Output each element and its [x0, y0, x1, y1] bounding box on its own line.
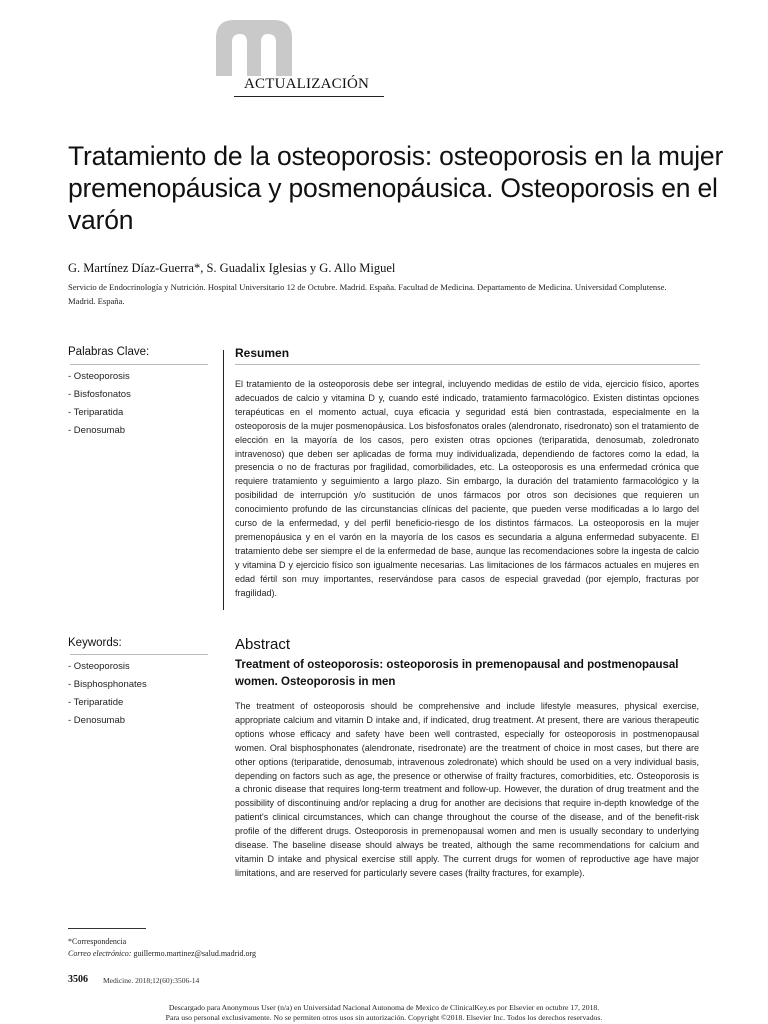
email-line [68, 948, 256, 960]
list-item: - Bisphosphonates [68, 679, 147, 690]
abstract-subtitle: Treatment of osteoporosis: osteoporosis in premenopausal and postmenopausal women. Osteoporosis in men [235, 659, 679, 688]
correspondence-label: *Correspondencia [68, 937, 127, 946]
palabras-clave-list [68, 368, 131, 440]
citation: Medicine. 2018;12(60):3506-14 [103, 976, 200, 985]
resumen-heading: Resumen [235, 346, 290, 360]
list-item: - Denosumab [68, 715, 126, 726]
section-underline [234, 96, 384, 97]
keywords-title: Keywords: [68, 637, 122, 649]
download-notice [0, 1003, 768, 1023]
keywords-list [68, 658, 147, 730]
section-label: ACTUALIZACIÓN [244, 76, 370, 92]
article-authors: G. Martínez Díaz-Guerra*, S. Guadalix Iglesias y G. Allo Miguel [68, 261, 396, 275]
list-item: - Teriparatida [68, 407, 124, 418]
list-item: - Teriparatide [68, 697, 124, 708]
list-item: - Osteoporosis [68, 371, 130, 382]
email-label: Correo electrónico: [68, 949, 132, 958]
abstract-heading: Abstract [235, 636, 291, 653]
journal-logo-m-icon [216, 20, 292, 76]
list-item: - Denosumab [68, 425, 126, 436]
list-item: - Bisfosfonatos [68, 389, 131, 400]
list-item: - Osteoporosis [68, 661, 130, 672]
footnote [68, 936, 256, 960]
resumen-rule [235, 364, 700, 365]
keywords-rule [70, 654, 208, 655]
page-number: 3506 [68, 974, 88, 985]
download-line-2: Para uso personal exclusivamente. No se permiten otros usos sin autorización. Copyright ©2018. Elsevier Inc. Todos los derechos reservados. [165, 1013, 603, 1022]
article-title: Tratamiento de la osteoporosis: osteoporosis en la mujer premenopáusica y posmenopáusica. Osteoporosis en el varón [68, 141, 724, 235]
palabras-clave-title: Palabras Clave: [68, 346, 150, 358]
abstract-text: The treatment of osteoporosis should be comprehensive and include lifestyle measures, physical exercise, appropriate calcium and vitamin D intake and, if indicated, drug treatment. At present, there are various therapeutic options whose efficacy and safety have been well contrasted, especially for osteoporosis in postmenopausal women. Oral bisphosphonates (alendronate, risedronate) are the treatment of choice in most cases, but there are other options (teriparatide, denosumab, intravenous zoledronate) which should be used on a very individual basis, depending on factors such as age, the presence or otherwise of frailty fractures, comorbidities, etc. Osteoporosis is a chronic disease that requires long-term treatment and follow-up. However, the duration of drug treatment and the possibility of discontinuing and/or replacing a drug for another are decisions that require in-depth knowledge of the patient's clinical circumstances, which can change throughout the course of the disease, and of the benefit-risk profile of the different drugs. Osteoporosis in premenopausal women and men is usually secondary to underlying disease. The baseline disease should always be treated, although the same recommendations for calcium and vitamin D intake and physical exercise still apply. The current drugs for women of reproductive age have major limitations, and are reserved for particularly severe cases (frailty fractures, for example). [235, 701, 699, 878]
column-divider [223, 350, 224, 610]
resumen-text: El tratamiento de la osteoporosis debe ser integral, incluyendo medidas de estilo de vida, ejercicio físico, aportes adecuados de calcio y vitamina D y, cuando esté indicado, tratamiento farmacológico. Existen distintas opciones terapéuticas en el momento actual, cuya eficacia y seguridad está bien contrastada, especialmente en la osteoporosis de la mujer posmenopáusica. Los bisfosfonatos orales (alendronato, risedronato) son el tratamiento de elección en la mayoría de los casos, pero existen otras opciones (teriparatida, denosumab, zoledronato intravenoso) que deben ser aplicadas de forma muy individualizada, dependiendo de factores como la edad, la presencia o no de fracturas por fragilidad, comorbilidades, etc. La osteoporosis es una enfermedad crónica que requiere tratamiento y seguimiento a largo plazo. Sin embargo, la duración del tratamiento farmacológico y la posibilidad de interrupción y/o sustitución de unos fármacos por otros son decisiones que requieren un conocimiento profundo de las circunstancias clínicas del paciente, que pueden verse modificadas a lo largo del curso de la enfermedad, y del perfil beneficio-riesgo de los distintos fármacos. La osteoporosis en la mujer premenopáusica y en el varón en la mayoría de los casos es secundaria a alguna enfermedad subyacente. El tratamiento debe ser siempre el de la enfermedad de base, aunque las recomendaciones sobre la ingesta de calcio y vitamina D y ejercicio físico son igualmente necesarias. Las limitaciones de los fármacos actuales en mujeres en edad fértil son muy importantes, reservándose para casos de especial gravedad (por ejemplo, fracturas por fragilidad). [235, 379, 699, 598]
palabras-clave-rule [70, 364, 208, 365]
footnote-rule [68, 928, 146, 929]
email-address[interactable]: guillermo.martinez@salud.madrid.org [133, 949, 256, 958]
article-affiliation: Servicio de Endocrinología y Nutrición. Hospital Universitario 12 de Octubre. Madrid. España. Facultad de Medicina. Departamento de Medicina. Universidad Complutense. Madrid. España. [68, 282, 667, 306]
download-line-1: Descargado para Anonymous User (n/a) en Universidad Nacional Autonoma de Mexico de ClinicalKey.es por Elsevier en octubre 17, 2018. [168, 1003, 600, 1012]
